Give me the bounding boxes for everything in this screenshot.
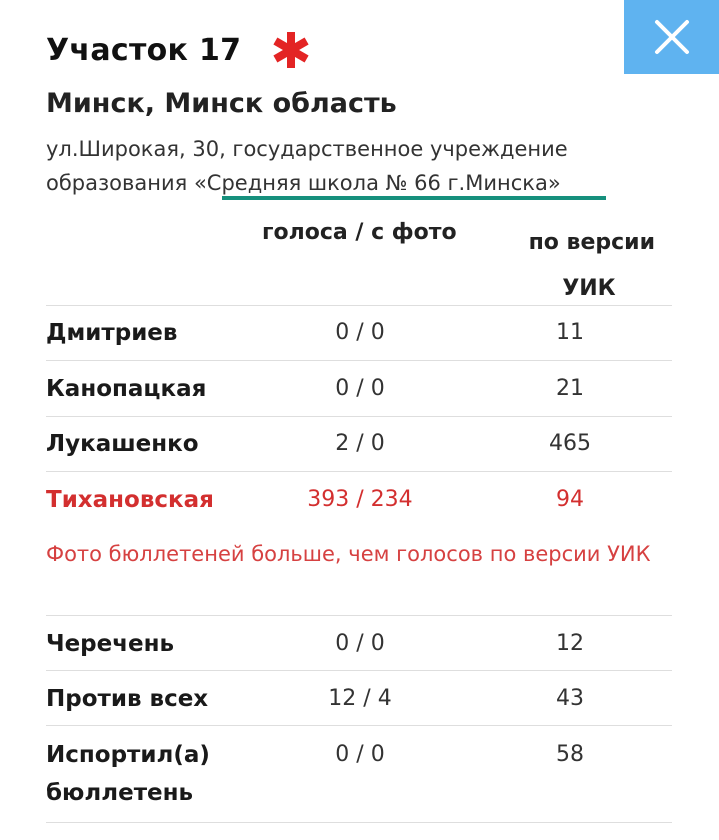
table-row-uik: 43: [556, 686, 584, 711]
table-row-uik: 12: [556, 631, 584, 656]
address-line-1: ул.Широкая, 30, государственное учреждение: [46, 137, 568, 161]
table-row-name-highlighted: Тихановская: [46, 487, 214, 513]
table-row-votes: 0 / 0: [335, 376, 385, 401]
divider: [46, 670, 672, 671]
table-row-votes: 0 / 0: [335, 742, 385, 767]
table-row-name: Дмитриев: [46, 320, 178, 346]
divider: [46, 360, 672, 361]
page-title: Участок 17: [46, 32, 242, 68]
table-row-name: Лукашенко: [46, 431, 199, 457]
table-row-uik: 58: [556, 742, 584, 767]
table-row-uik-highlighted: 94: [556, 487, 584, 512]
asterisk-icon: [271, 30, 311, 70]
divider: [46, 471, 672, 472]
table-row-name: [46, 736, 210, 812]
divider: [46, 305, 672, 306]
table-row-name: Против всех: [46, 686, 209, 712]
table-row-votes: 0 / 0: [335, 320, 385, 345]
title-row: [46, 28, 311, 72]
close-icon: [654, 19, 690, 55]
warning-message: Фото бюллетеней больше, чем голосов по версии УИК: [46, 542, 651, 566]
table-row-uik: 465: [549, 431, 591, 456]
column-header-uik-line2: УИК: [562, 276, 616, 301]
divider: [46, 725, 672, 726]
table-row-name: Канопацкая: [46, 376, 207, 402]
table-row-votes: 0 / 0: [335, 631, 385, 656]
table-row-uik: 21: [556, 376, 584, 401]
column-header-uik-line1: по версии: [528, 230, 655, 255]
close-button[interactable]: [624, 0, 719, 74]
region-title: Минск, Минск область: [46, 88, 397, 119]
column-header-uik: [497, 220, 655, 312]
address: [46, 132, 646, 200]
divider: [46, 416, 672, 417]
table-row-name: Черечень: [46, 631, 175, 657]
table-row-name-line1: Испортил(а): [46, 742, 210, 768]
column-header-votes: голоса / с фото: [262, 220, 457, 245]
address-underline: [222, 196, 606, 200]
divider: [46, 615, 672, 616]
table-row-votes: 2 / 0: [335, 431, 385, 456]
table-row-name-line2: бюллетень: [46, 780, 194, 806]
address-line-2: образования «Средняя школа № 66 г.Минска»: [46, 171, 561, 195]
divider: [46, 822, 672, 823]
table-row-votes-highlighted: 393 / 234: [307, 487, 413, 512]
table-row-votes: 12 / 4: [328, 686, 392, 711]
table-row-uik: 11: [556, 320, 584, 345]
